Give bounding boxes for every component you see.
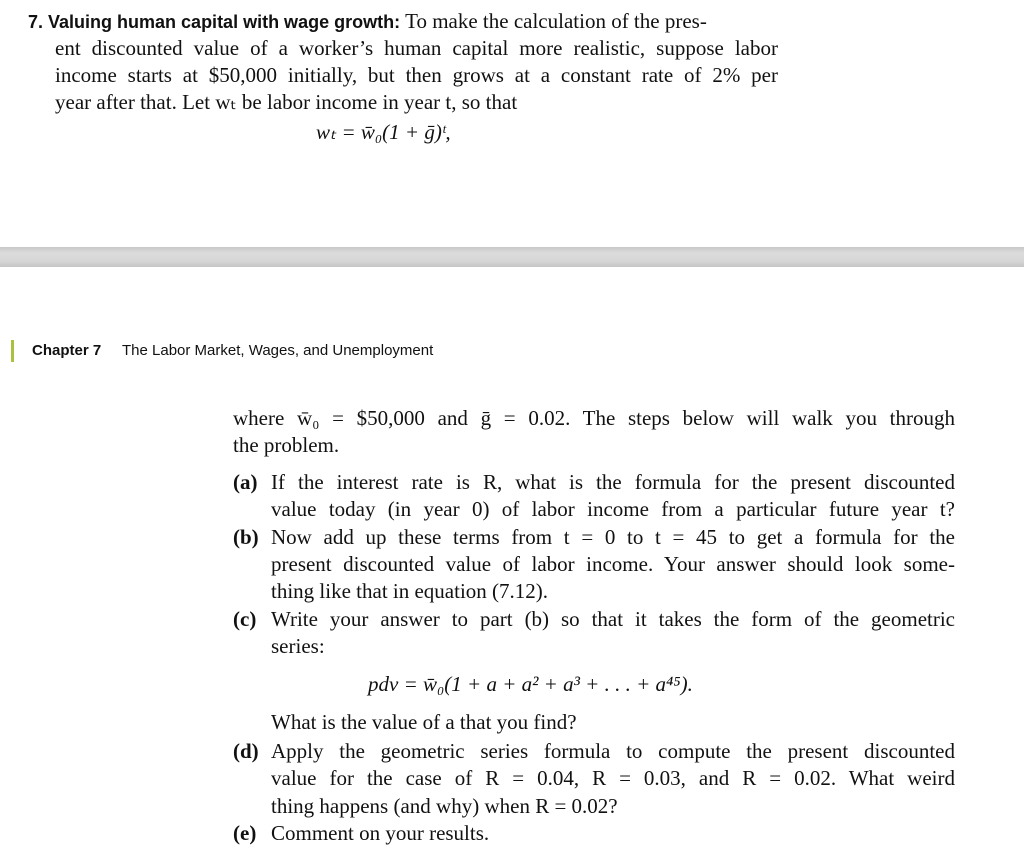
part-text: value for the case of R = 0.04, R = 0.03, and R = 0.02. What weird [271,766,955,790]
part-text: value today (in year 0) of labor income from a particular future year t? [271,497,955,521]
part-text: thing happens (and why) when R = 0.02? [271,794,618,818]
continuation-text: the problem. [233,433,340,457]
part-text: series: [271,634,325,658]
problem-text: year after that. Let wₜ be labor income in year t, so that [55,90,518,114]
part-text: Now add up these terms from t = 0 to t = 45 to get a formula for the [271,525,955,549]
part-text: Apply the geometric series formula to compute the present discounted [271,739,955,763]
page-divider [0,247,1024,267]
problem-text: ent discounted value of a worker’s human capital more realistic, suppose labor [55,36,778,60]
equation-wage: wₜ = w̄₀(1 + ḡ)ᵗ, [316,120,451,144]
part-label: (e) [233,821,257,845]
part-text: present discounted value of labor income. Your answer should look some- [271,552,955,576]
part-label: (c) [233,607,257,631]
problem-first-line [28,9,778,34]
chapter-marker [11,340,14,362]
part-text: Write your answer to part (b) so that it takes the form of the geometric [271,607,955,631]
part-label: (d) [233,739,259,763]
part-text: thing like that in equation (7.12). [271,579,549,603]
chapter-title: The Labor Market, Wages, and Unemployment [122,342,434,359]
problem-text: To make the calculation of the pres- [405,9,707,33]
part-label: (b) [233,525,259,549]
part-text: What is the value of a that you find? [271,710,577,734]
problem-heading: Valuing human capital with wage growth: [48,12,401,32]
problem-text: income starts at $50,000 initially, but then grows at a constant rate of 2% per [55,63,778,87]
problem-number: 7. [28,12,44,32]
part-label: (a) [233,470,258,494]
part-text: Comment on your results. [271,821,490,845]
part-text: If the interest rate is R, what is the formula for the present discounted [271,470,955,494]
equation-pdv: pdv = w̄₀(1 + a + a² + a³ + . . . + a⁴⁵). [368,672,693,696]
chapter-label: Chapter 7 [32,342,102,359]
continuation-text: where w̄₀ = $50,000 and ḡ = 0.02. The steps below will walk you through [233,406,955,430]
